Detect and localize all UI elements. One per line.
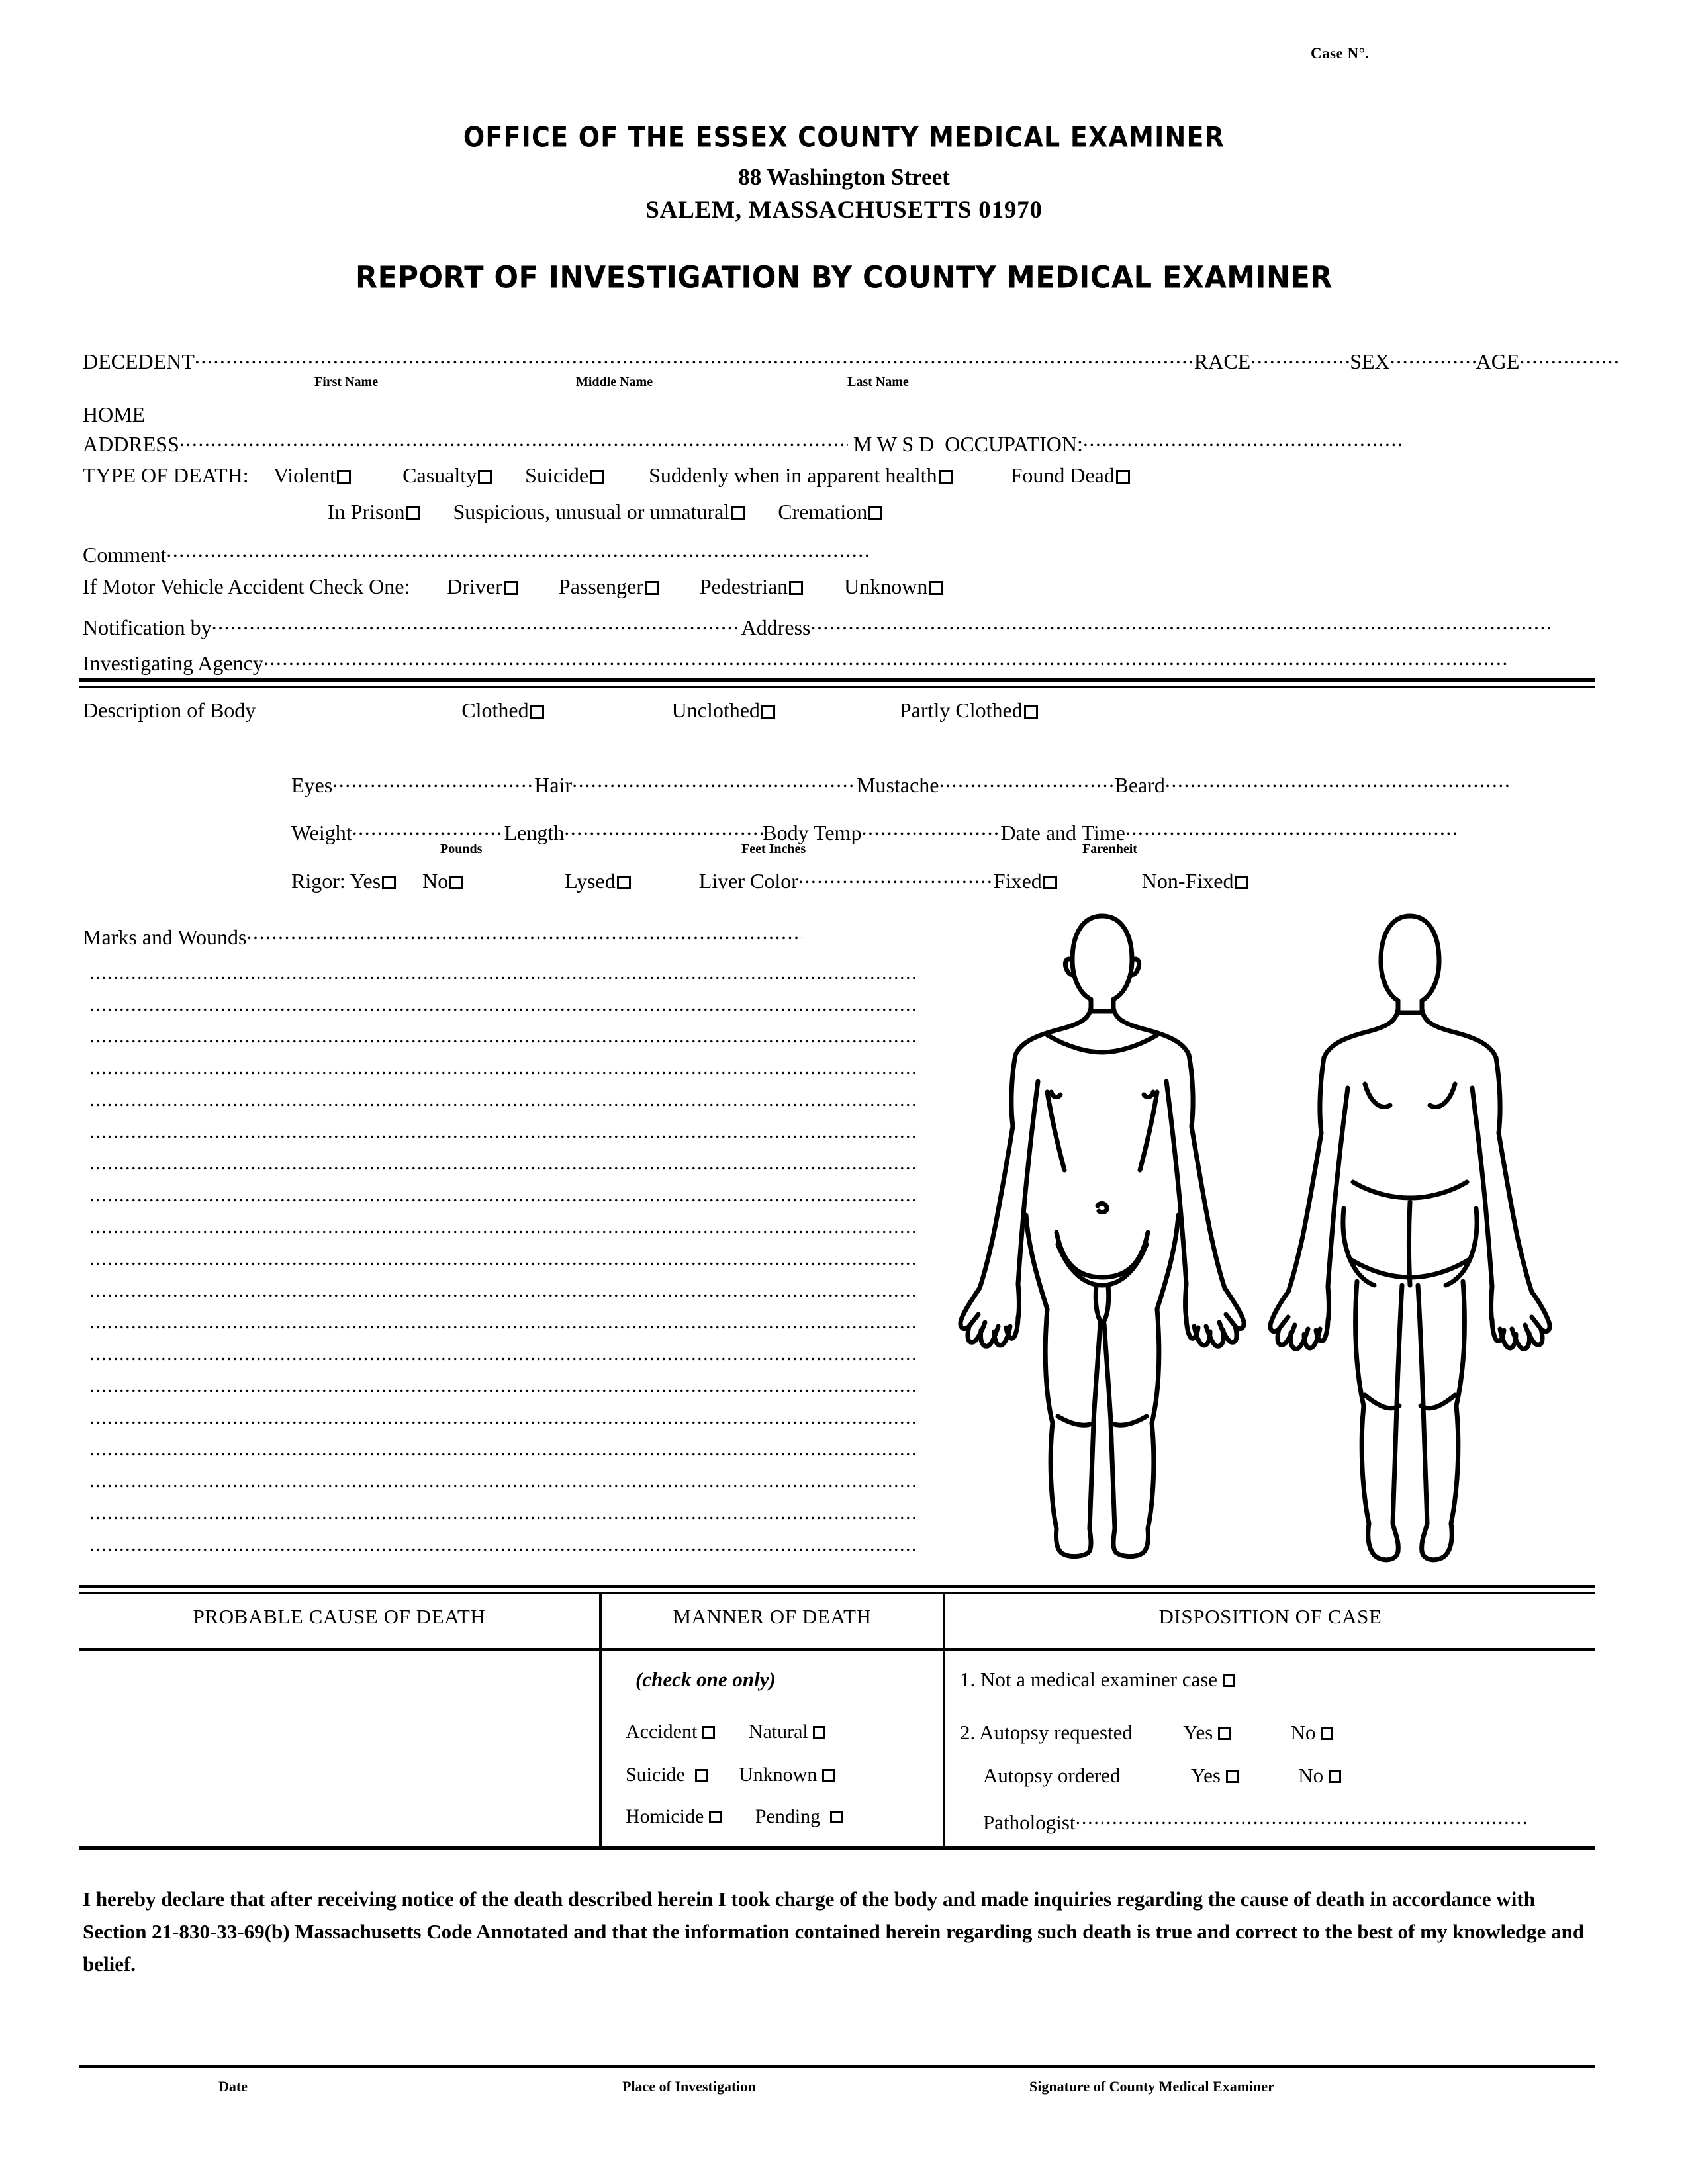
fixed-label: Fixed [993,869,1042,893]
manner-unknown-label: Unknown [739,1764,818,1786]
farenheit-caption: Farenheit [1082,842,1137,856]
first-name-caption: First Name [314,375,379,389]
manner-homicide-label: Homicide [626,1805,704,1827]
marks-and-wounds-line[interactable] [89,1185,917,1217]
decedent-name-field[interactable] [195,344,1194,369]
age-field[interactable] [1519,344,1618,369]
feet-inches-caption: Feet Inches [741,842,806,856]
marks-and-wounds-line[interactable] [89,995,917,1026]
beard-field[interactable] [1165,768,1509,792]
age-label: AGE [1476,349,1520,373]
lysed-checkbox[interactable] [617,876,631,889]
manner-suicide-checkbox[interactable] [695,1769,708,1782]
unclothed-label: Unclothed [671,698,760,722]
type-suspicious-checkbox[interactable] [731,506,745,520]
type-sudden-label: Suddenly when in apparent health [649,463,937,487]
th-disposition-of-case: DISPOSITION OF CASE [1158,1605,1382,1628]
hair-field[interactable] [572,768,857,792]
marks-and-wounds-lines[interactable] [89,963,917,1567]
manner-pending-checkbox[interactable] [830,1811,843,1823]
non-fixed-checkbox[interactable] [1235,876,1248,889]
marks-and-wounds-first-line[interactable] [246,920,802,944]
marks-and-wounds-line[interactable] [89,1408,917,1439]
mv-unknown-label: Unknown [844,574,928,598]
eyes-label: Eyes [291,773,333,797]
disposition-item-1-checkbox[interactable] [1223,1674,1235,1687]
office-city-state-zip: SALEM, MASSACHUSETTS 01970 [645,197,1043,224]
date-time-field[interactable] [1125,815,1456,840]
autopsy-ordered-no-label: No [1298,1764,1324,1787]
unclothed-checkbox[interactable] [761,705,775,719]
date-time-label: Date and Time [1000,821,1125,844]
marks-and-wounds-line[interactable] [89,1217,917,1249]
rigor-yes-checkbox[interactable] [382,876,396,889]
posterior-body-diagram [1264,897,1556,1579]
table-top-border [79,1585,1595,1588]
comment-field[interactable] [166,537,868,562]
rigor-label: Rigor: [291,869,346,893]
occupation-field[interactable] [1083,427,1401,451]
description-of-body-row [83,698,1039,723]
office-street-address: 88 Washington Street [738,164,950,190]
comment-row [83,537,868,567]
motor-vehicle-label: If Motor Vehicle Accident Check One: [83,574,410,598]
eyes-row [291,768,1509,797]
body-diagrams [947,893,1575,1575]
probable-cause-field[interactable] [86,1655,592,1843]
notification-row [83,610,1552,640]
office-name-heading: OFFICE OF THE ESSEX COUNTY MEDICAL EXAMINER [463,120,1225,154]
type-casualty-checkbox[interactable] [478,470,492,484]
marks-and-wounds-line[interactable] [89,1026,917,1058]
rigor-no-label: No [422,869,449,893]
home-address-field[interactable] [179,427,848,451]
occupation-label: OCCUPATION: [945,432,1083,456]
eyes-field[interactable] [332,768,534,792]
disposition-item-2-label: 2. Autopsy requested [960,1721,1133,1744]
decedent-label: DECEDENT [83,349,195,373]
manner-unknown-checkbox[interactable] [822,1769,835,1782]
table-col-divider-2 [943,1592,945,1848]
manner-natural-checkbox[interactable] [813,1726,825,1739]
mustache-label: Mustache [857,773,939,797]
table-col-divider-1 [599,1592,602,1848]
mv-unknown-checkbox[interactable] [929,581,943,595]
table-header-border [79,1648,1595,1651]
manner-check-one-note: (check one only) [635,1668,776,1691]
investigating-agency-field[interactable] [263,646,1508,670]
middle-name-caption: Middle Name [576,375,653,389]
notification-by-label: Notification by [83,615,212,639]
partly-clothed-label: Partly Clothed [899,698,1023,722]
manner-suicide-row [626,1764,835,1786]
type-of-death-row2 [328,500,884,524]
marks-and-wounds-line[interactable] [89,1249,917,1281]
length-label: Length [504,821,565,844]
type-cremation-label: Cremation [778,500,868,523]
autopsy-ordered-yes-checkbox[interactable] [1226,1770,1239,1783]
case-number-label: Case N°. [1311,45,1370,62]
partly-clothed-checkbox[interactable] [1024,705,1038,719]
table-top-border-thin [79,1592,1595,1594]
autopsy-ordered-no-checkbox[interactable] [1329,1770,1341,1783]
last-name-caption: Last Name [847,375,909,389]
marks-and-wounds-line[interactable] [89,1503,917,1535]
hair-label: Hair [534,773,573,797]
rigor-yes-label: Yes [350,869,381,893]
liver-color-label: Liver Color [698,869,798,893]
clothed-checkbox[interactable] [530,705,544,719]
marks-and-wounds-line[interactable] [89,1090,917,1122]
home-label: HOME [83,402,146,426]
mv-pedestrian-label: Pedestrian [699,574,788,598]
description-of-body-label: Description of Body [83,698,256,722]
th-probable-cause: PROBABLE CAUSE OF DEATH [193,1605,486,1628]
mv-passenger-label: Passenger [558,574,643,598]
manner-suicide-label: Suicide [626,1764,685,1786]
marks-and-wounds-line[interactable] [89,1535,917,1567]
pathologist-label: Pathologist [983,1811,1076,1834]
type-suspicious-label: Suspicious, unusual or unnatural [453,500,730,523]
table-bottom-border [79,1846,1595,1850]
section-divider-top [79,678,1595,682]
marks-and-wounds-label: Marks and Wounds [83,925,247,949]
liver-color-field[interactable] [798,864,994,888]
autopsy-requested-yes-label: Yes [1183,1721,1213,1744]
th-manner-of-death: MANNER OF DEATH [673,1605,872,1628]
type-sudden-checkbox[interactable] [939,470,953,484]
marks-and-wounds-line[interactable] [89,1281,917,1312]
marks-and-wounds-line[interactable] [89,1122,917,1154]
disposition-item-1-label: 1. Not a medical examiner case [960,1668,1218,1691]
notification-address-label: Address [741,615,811,639]
race-label: RACE [1194,349,1251,373]
weight-label: Weight [291,821,352,844]
notification-by-field[interactable] [212,610,741,635]
investigating-agency-label: Investigating Agency [83,651,263,675]
type-cremation-checkbox[interactable] [868,506,882,520]
marks-and-wounds-line[interactable] [89,1058,917,1090]
marks-and-wounds-line[interactable] [89,1439,917,1471]
clothed-label: Clothed [461,698,529,722]
length-field[interactable] [564,815,763,840]
motor-vehicle-row [83,574,944,599]
type-in-prison-checkbox[interactable] [406,506,420,520]
type-of-death-label: TYPE OF DEATH: [83,463,249,487]
type-violent-checkbox[interactable] [337,470,351,484]
type-found-dead-checkbox[interactable] [1116,470,1130,484]
marks-and-wounds-line[interactable] [89,963,917,995]
type-violent-label: Violent [273,463,336,487]
pathologist-field[interactable] [1076,1805,1526,1829]
manner-natural-label: Natural [748,1721,808,1743]
marks-and-wounds-line[interactable] [89,1312,917,1344]
autopsy-requested-no-label: No [1290,1721,1316,1744]
disposition-item-2 [960,1721,1333,1745]
marks-and-wounds-row [83,920,802,950]
pounds-caption: Pounds [440,842,483,856]
manner-accident-checkbox[interactable] [702,1726,715,1739]
page-title: REPORT OF INVESTIGATION BY COUNTY MEDICAL EXAMINER [355,260,1333,296]
home-address-row [83,427,1401,457]
manner-homicide-checkbox[interactable] [709,1811,722,1823]
declaration-text: I hereby declare that after receiving notice of the death described herein I took charge of the body and made inquiries regarding the cause of death in accordance with Section 21-830-33-69(b) Massachusetts Code Annotated and that the information contained herein regarding such death is true and correct to the best of my knowledge and belief. [83,1888,1585,1976]
manner-pending-label: Pending [755,1805,821,1827]
body-temp-label: Body Temp [763,821,862,844]
mv-passenger-checkbox[interactable] [645,581,659,595]
mv-pedestrian-checkbox[interactable] [789,581,803,595]
pathologist-row [983,1805,1526,1835]
type-casualty-label: Casualty [402,463,477,487]
date-caption: Date [218,2078,248,2095]
mustache-field[interactable] [939,768,1114,792]
manner-homicide-row [626,1805,843,1828]
signature-line [79,2065,1595,2068]
mv-driver-label: Driver [447,574,502,598]
manner-accident-label: Accident [626,1721,698,1743]
decedent-row [83,344,1618,374]
autopsy-ordered-yes-label: Yes [1190,1764,1221,1787]
marks-and-wounds-line[interactable] [89,1471,917,1503]
type-in-prison-label: In Prison [328,500,405,523]
weight-field[interactable] [352,815,504,840]
type-suicide-label: Suicide [525,463,589,487]
type-of-death-row1 [83,463,1131,488]
comment-label: Comment [83,543,167,567]
marks-and-wounds-line[interactable] [89,1376,917,1408]
mv-driver-checkbox[interactable] [504,581,518,595]
place-of-investigation-caption: Place of Investigation [622,2078,756,2095]
disposition-item-1 [960,1668,1235,1692]
disposition-item-3 [983,1764,1341,1788]
marks-and-wounds-line[interactable] [89,1344,917,1376]
marital-status-options[interactable]: M W S D [853,432,935,456]
sex-field[interactable] [1390,344,1476,369]
manner-accident-row [626,1721,825,1743]
marks-and-wounds-line[interactable] [89,1154,917,1185]
type-suicide-checkbox[interactable] [590,470,604,484]
weight-row [291,815,1456,845]
race-field[interactable] [1250,344,1350,369]
beard-label: Beard [1114,773,1165,797]
lysed-label: Lysed [565,869,616,893]
anterior-body-diagram [947,893,1258,1575]
body-temp-field[interactable] [861,815,1000,840]
rigor-row [291,864,1250,893]
rigor-no-checkbox[interactable] [449,876,463,889]
signature-caption: Signature of County Medical Examiner [1029,2078,1274,2095]
investigating-agency-row [83,646,1508,676]
autopsy-requested-no-checkbox[interactable] [1321,1727,1333,1740]
type-found-dead-label: Found Dead [1010,463,1115,487]
section-divider-top-thin [79,686,1595,688]
autopsy-ordered-label: Autopsy ordered [983,1764,1121,1787]
fixed-checkbox[interactable] [1043,876,1057,889]
notification-address-field[interactable] [811,610,1552,635]
address-label: ADDRESS [83,432,179,456]
autopsy-requested-yes-checkbox[interactable] [1218,1727,1231,1740]
non-fixed-label: Non-Fixed [1141,869,1234,893]
sex-label: SEX [1350,349,1390,373]
